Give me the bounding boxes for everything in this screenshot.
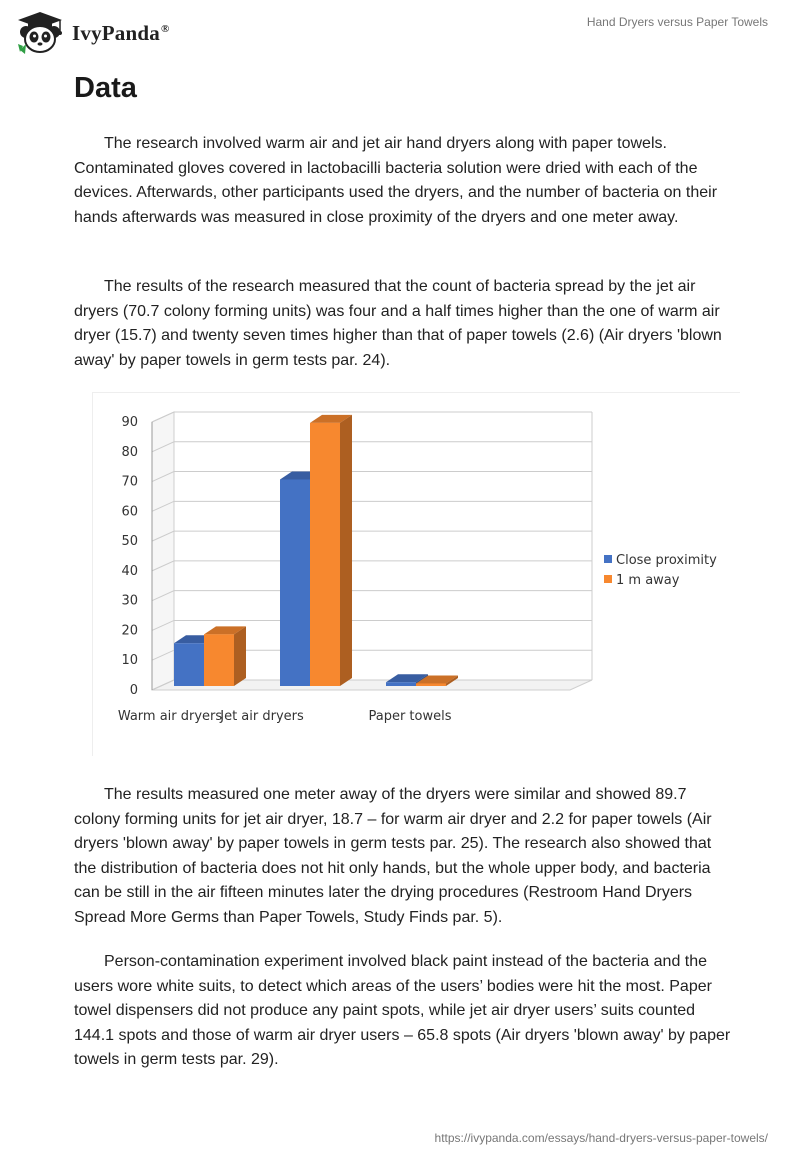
chart-svg	[92, 392, 740, 756]
gridline	[152, 442, 592, 452]
y-tick-label: 90	[121, 415, 138, 430]
gridline	[152, 501, 592, 511]
bar	[174, 643, 204, 686]
bacteria-chart	[92, 392, 740, 756]
y-tick-label: 60	[121, 504, 138, 520]
bar-side	[340, 415, 352, 686]
y-tick-label: 80	[121, 444, 138, 460]
gridline	[152, 591, 592, 601]
source-url[interactable]: https://ivypanda.com/essays/hand-dryers-versus-paper-towels/	[434, 1131, 768, 1145]
legend-label: Close proximity	[616, 553, 717, 568]
document-title: Hand Dryers versus Paper Towels	[586, 15, 768, 29]
y-tick-label: 10	[121, 653, 138, 669]
gridline	[152, 472, 592, 482]
bar	[204, 634, 234, 686]
y-tick-label: 70	[121, 474, 138, 490]
bar	[386, 682, 416, 686]
paragraph-results: The results of the research measured that the count of bacteria spread by the jet air dryers (70.7 colony forming units) was four and a half times higher than the one of warm air dryer (15.7) and twenty seven times higher than that of paper towels (2.6) (Air dryers 'blown away' by paper towels in germ tests par. 24).	[74, 278, 722, 369]
bar	[416, 683, 446, 686]
chart-side-wall	[152, 412, 174, 690]
x-category-label: Jet air dryers	[220, 709, 304, 724]
x-category-label: Paper towels	[368, 709, 452, 724]
x-category-label: Warm air dryers	[117, 709, 223, 724]
legend-label: 1 m away	[616, 573, 680, 588]
brand-name: IvyPanda®	[72, 20, 170, 45]
y-tick-label: 40	[121, 563, 138, 579]
gridline	[152, 412, 592, 422]
bar	[280, 479, 310, 686]
gridline	[152, 531, 592, 541]
legend-swatch	[604, 555, 612, 563]
y-tick-label: 30	[121, 593, 138, 609]
gridline	[152, 561, 592, 571]
section-heading: Data	[74, 72, 137, 104]
y-tick-label: 50	[121, 534, 138, 550]
legend-swatch	[604, 575, 612, 583]
y-tick-label: 0	[129, 683, 138, 698]
y-tick-label: 20	[121, 623, 138, 639]
bar	[310, 423, 340, 686]
page-header	[0, 0, 800, 60]
panda-logo-icon	[14, 10, 66, 56]
paragraph-paint-experiment: Person-contamination experiment involved black paint instead of the bacteria and the users wore white suits, to detect which areas of the users’ bodies were hit the most. Paper towel dispensers did not produce any paint spots, while jet air dryer users’ suits counted 144.1 spots and those of warm air dryer users – 65.8 spots (Air dryers 'blown away' by paper towels in germ tests par. 29).	[74, 953, 731, 1068]
brand-logo[interactable]	[14, 10, 169, 56]
paragraph-research: The research involved warm air and jet air hand dryers along with paper towels. Contaminated gloves covered in lactobacilli bacteria solution were dried with each of the devices. Afterwards, other participants used the dryers, and the number of bacteria on their hands afterwards was measured in close proximity of the dryers and one meter away.	[74, 135, 718, 226]
bar-side	[234, 626, 246, 686]
paragraph-one-meter: The results measured one meter away of the dryers were similar and showed 89.7 colony forming units for jet air dryer, 18.7 – for warm air dryer and 2.2 for paper towels (Air dryers 'blown away' by paper towels in germ tests par. 25). The research also showed that the distribution of bacteria does not hit only hands, but the whole upper body, and bacteria can be still in the air fifteen minutes later the drying procedures (Restroom Hand Dryers Spread More Germs than Paper Towels, Study Finds par. 5).	[74, 786, 712, 926]
